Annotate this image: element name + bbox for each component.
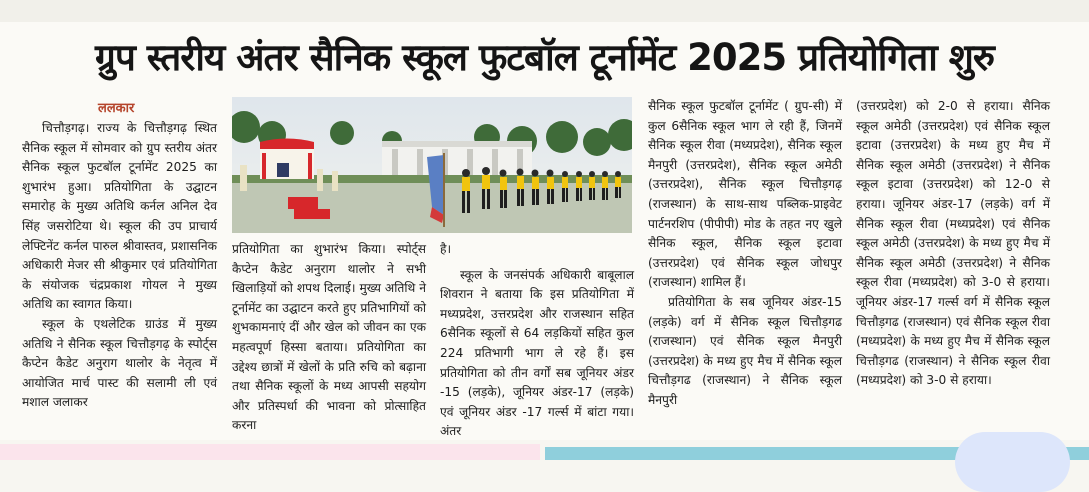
article-paragraph: (उत्तरप्रदेश) को 2-0 से हराया। सैनिक स्कूल अमेठी (उत्तरप्रदेश) एवं सैनिक स्कूल इटावा (उत्तरप्रदेश) के मध्य हुए मैच में सैनिक स्कूल अमेठी (उत्तरप्रदेश) ने सैनिक स्कूल इटावा (उत्तरप्रदेश) को 12-0 से हराया। जूनियर अंडर-17 (लड़के) वर्ग में सैनिक स्कूल रीवा (मध्यप्रदेश) एवं सैनिक स्कूल अमेठी (उत्तरप्रदेश) के मध्य हुए मैच में सैनिक स्कूल अमेठी (उत्तरप्रदेश) ने सैनिक स्कूल रीवा (मध्यप्रदेश) को 3-0 से हराया। जूनियर अंडर-17 गर्ल्स वर्ग में सैनिक स्कूल चित्तौड़गढ (राजस्थान) एवं सैनिक स्कूल रीवा (मध्यप्रदेश) के मध्य हुए मैच में सैनिक स्कूल चित्तौड़गढ (राजस्थान) ने सैनिक स्कूल रीवा (मध्यप्रदेश) को 3-0 से हराया। <box>856 99 1050 388</box>
overlay-bubble <box>955 432 1070 492</box>
article-paragraph: सैनिक स्कूल फुटबॉल टूर्नामेंट ( ग्रुप-सी) में कुल 6सैनिक स्कूल भाग ले रही हैं, जिनमें सैनिक स्कूल रीवा (मध्यप्रदेश), सैनिक स्कूल मैनपुरी (उत्तरप्रदेश), सैनिक स्कूल अमेठी (उत्तरप्रदेश), सैनिक स्कूल चित्तौड़गढ़ (राजस्थान) के साथ-साथ पब्लिक-प्राइवेट पार्टनरशिप (पीपीपी) मोड के तहत नए खुले सैनिक स्कूल, सैनिक स्कूल इटावा (उत्तरप्रदेश) एवं सैनिक स्कूल जोधपुर (राजस्थान) शामिल हैं। <box>648 99 842 290</box>
article-paragraph: प्रतियोगिता का शुभारंभ किया। स्पोर्ट्स कैप्टेन कैडेट अनुराग थालोर ने सभी खिलाड़ियों को शपथ दिलाई। मुख्य अतिथि ने टूर्नामेंट का उद्घाटन करते हुए प्रतिभागियों को शुभकामनाएं दीं और खेल को जीवन का एक महत्वपूर्ण हिस्सा बताया। प्रतियोगिता का उद्देश्य छात्रों में खेलों के प्रति रुचि को बढ़ाना तथा सैनिक स्कूलों के मध्य आपसी सहयोग और प्रतिस्पर्धा की भावना को प्रोत्साहित करना <box>232 242 426 433</box>
article-column-5 <box>856 97 1050 391</box>
article-column-1 <box>22 119 217 413</box>
article-column-2 <box>232 240 426 436</box>
article-headline: ग्रुप स्तरीय अंतर सैनिक स्कूल फुटबॉल टूर्नामेंट 2025 प्रतियोगिता शुरु <box>94 36 995 79</box>
march-past-photo <box>232 97 632 233</box>
article-paragraph: है। <box>440 242 452 256</box>
article-paragraph: स्कूल के एथलेटिक ग्राउंड में मुख्य अतिथि ने सैनिक स्कूल चित्तौड़गढ़ के स्पोर्ट्स कैप्टेन कैडेट अनुराग थालोर के नेतृत्व में आयोजित मार्च पास्ट की सलामी ली एवं मशाल जलाकर <box>22 316 217 410</box>
event-photo <box>232 97 632 233</box>
byline: ललकार <box>98 101 135 116</box>
article-column-3 <box>440 240 634 442</box>
next-page-pink-band <box>0 444 540 460</box>
article-paragraph: चित्तौड़गढ़। राज्य के चित्तौड़गढ़ स्थित सैनिक स्कूल में सोमवार को ग्रुप स्तरीय अंतर सैनिक स्कूल फुटबॉल टूर्नामेंट 2025 का शुभारंभ हुआ। प्रतियोगिता के उद्घाटन समारोह के मुख्य अतिथि कर्नल अनिल देव सिंह जसरोटिया थे। स्कूल की उप प्राचार्य लेफ्टिनेंट कर्नल पारुल श्रीवास्तव, प्रशासनिक अधिकारी मेजर सी श्रीकुमार एवं प्रतियोगिता के संयोजक चंद्रप्रकाश गोयल ने मुख्य अतिथि का स्वागत किया। <box>22 121 217 312</box>
article-column-4 <box>648 97 842 411</box>
previous-page-strip <box>0 0 1089 23</box>
article-paragraph: प्रतियोगिता के सब जूनियर अंडर-15 (लड़के) वर्ग में सैनिक स्कूल चित्तौड़गढ (राजस्थान) एवं सैनिक स्कूल मैनपुरी (उत्तरप्रदेश) के मध्य हुए मैच में सैनिक स्कूल चित्तौड़गढ (राजस्थान) ने सैनिक स्कूल मैनपुरी <box>648 294 842 407</box>
article-paragraph: स्कूल के जनसंपर्क अधिकारी बाबूलाल शिवरान ने बताया कि इस प्रतियोगिता में मध्यप्रदेश, उत्तरप्रदेश और राजस्थान सहित 6सैनिक स्कूलों से 64 लड़कियों सहित कुल 224 प्रतिभागी भाग ले रहे हैं। इस प्रतियोगिता को तीन वर्गों सब जूनियर अंडर -15 (लड़के), जूनियर अंडर-17 (लड़के) एवं जूनियर अंडर -17 गर्ल्स में बांटा गया। अंतर <box>440 267 634 439</box>
